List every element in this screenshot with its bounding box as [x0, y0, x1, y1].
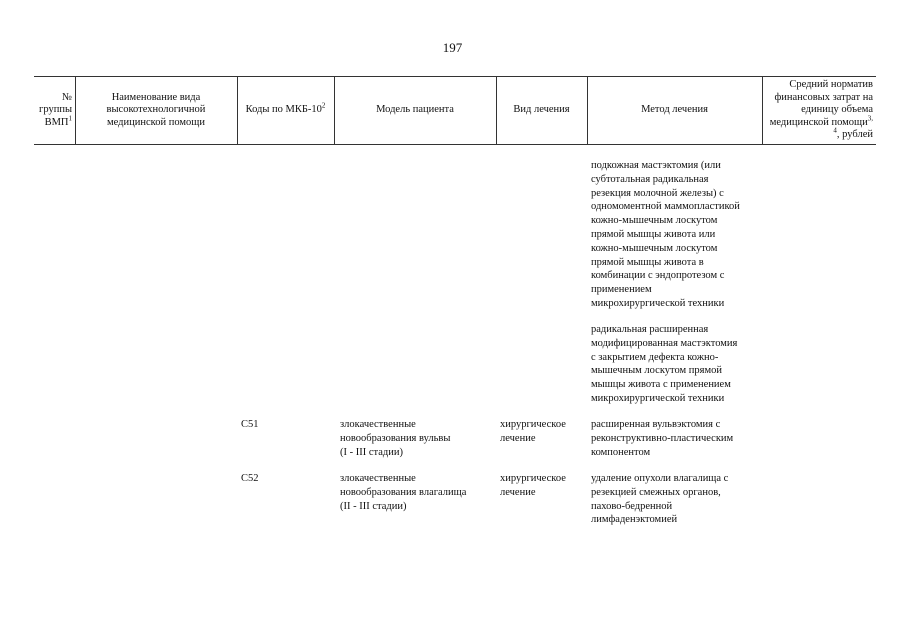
header-treatment-type: Вид лечения — [513, 104, 570, 116]
patient-model-cell: злокачественные новообразования вульвы (I - III стадии) — [340, 419, 451, 458]
header-group-number-label: № группы ВМП — [39, 91, 72, 128]
table-header — [34, 76, 876, 145]
header-average-cost — [762, 77, 876, 144]
header-icd-codes-label: Коды по МКБ-10 — [245, 104, 322, 116]
treatment-type-cell: хирургическое лечение — [500, 419, 566, 444]
header-patient-model: Модель пациента — [376, 104, 454, 116]
header-average-cost-label: Средний норматив финансовых затрат на единицу объема медицинской помощи — [769, 79, 873, 128]
icd-code-cell: C51 — [241, 419, 259, 430]
patient-model-cell: злокачественные новообразования влагалища (II - III стадии) — [340, 473, 467, 512]
header-average-cost-suffix: , рублей — [836, 129, 873, 141]
treatment-method-cell: удаление опухоли влагалища с резекцией смежных органов, пахово-бедренной лимфаденэктомией — [591, 473, 729, 526]
header-icd-codes — [237, 77, 334, 144]
header-care-type-name: Наименование вида высокотехнологичной медицинской помощи — [106, 91, 206, 128]
treatment-type-cell: хирургическое лечение — [500, 473, 566, 498]
footnote-ref-2: 2 — [321, 101, 326, 110]
footnote-ref-1: 1 — [68, 114, 72, 123]
page-number: 197 — [442, 40, 463, 55]
method-text-radical-mastectomy: радикальная расширенная модифицированная мастэктомия с закрытием дефекта кожно- мышечным лоскутом прямой мышцы живота с применением микрохирургической техники — [591, 324, 738, 404]
icd-code-cell: C52 — [241, 473, 259, 484]
treatment-method-cell: расширенная вульвэктомия с реконструктивно-пластическим компонентом — [591, 419, 734, 458]
method-text-mastectomy-reconstruction: подкожная мастэктомия (или субтотальная радикальная резекция молочной железы) с одномоментной маммопластикой кожно-мышечным лоскутом прямой мышцы живота или кожно-мышечным лоскутом прямой мышцы живота в комбинации с эндопротезом с применением микрохирургической техники — [591, 160, 740, 309]
footnote-ref-3-4: 3, 4 — [833, 114, 873, 135]
header-treatment-method: Метод лечения — [641, 104, 708, 116]
header-group-number — [34, 77, 75, 144]
